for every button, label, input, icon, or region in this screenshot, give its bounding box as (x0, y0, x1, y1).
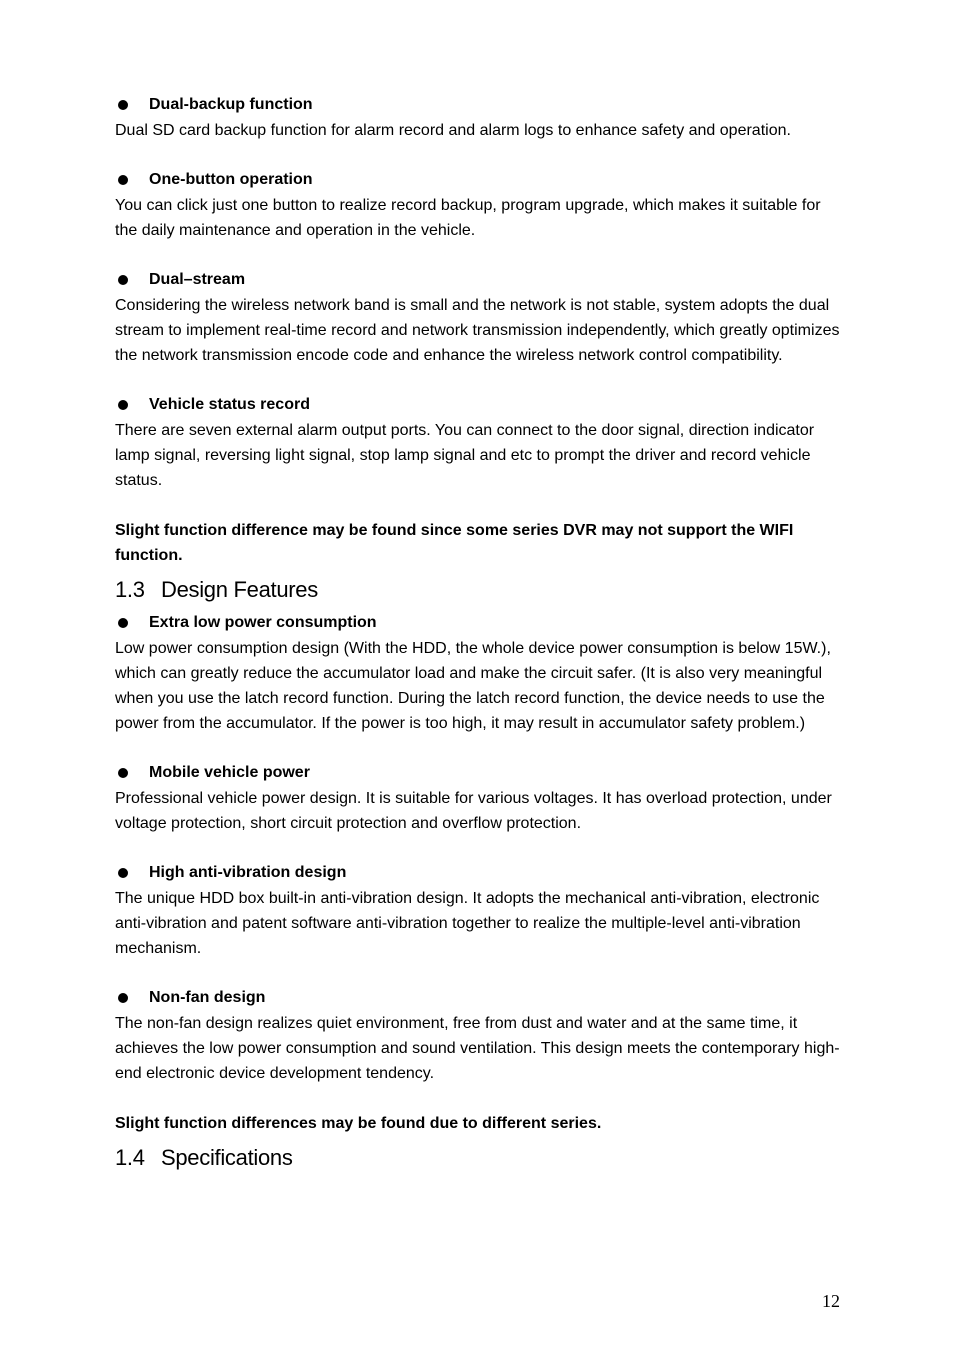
feature-title (115, 393, 840, 417)
feature-title-text: Mobile vehicle power (149, 764, 310, 781)
bullet-icon (118, 400, 128, 410)
feature-title-text: Dual–stream (149, 271, 246, 288)
feature-description: Considering the wireless network band is small and the network is not stable, system adopts the dual stream to implement real-time record and network transmission independently, which greatly optimizes the network transmission encode code and enhance the wireless network control compatibility. (115, 297, 840, 364)
bullet-icon (118, 175, 128, 185)
feature-title-text: Dual-backup function (149, 96, 313, 113)
feature-title-text: High anti-vibration design (149, 864, 347, 881)
feature-low-power (115, 611, 840, 736)
page-number: 12 (822, 1291, 840, 1311)
feature-vehicle-status (115, 393, 840, 493)
bullet-icon (118, 618, 128, 628)
bullet-icon (118, 993, 128, 1003)
feature-title-text: One-button operation (149, 171, 313, 188)
section-heading-design-features (115, 577, 840, 603)
section-number: 1.4 (115, 1145, 145, 1170)
section-title: Design Features (161, 577, 318, 602)
wifi-support-note: Slight function difference may be found since some series DVR may not support the WIFI function. (115, 522, 794, 564)
feature-title (115, 861, 840, 885)
feature-description: There are seven external alarm output ports. You can connect to the door signal, direction indicator lamp signal, reversing light signal, stop lamp signal and etc to prompt the driver and record vehicle status. (115, 422, 815, 489)
feature-one-button (115, 168, 840, 243)
bullet-icon (118, 275, 128, 285)
feature-non-fan (115, 986, 840, 1086)
feature-title-text: Vehicle status record (149, 396, 310, 413)
section-title: Specifications (161, 1145, 293, 1170)
bullet-icon (118, 100, 128, 110)
feature-title-text: Extra low power consumption (149, 614, 377, 631)
feature-description: The unique HDD box built-in anti-vibration design. It adopts the mechanical anti-vibration, electronic anti-vibration and patent software anti-vibration together to realize the multiple-level anti-vibration mechanism. (115, 890, 820, 957)
feature-anti-vibration (115, 861, 840, 961)
feature-description: Dual SD card backup function for alarm record and alarm logs to enhance safety and operation. (115, 122, 791, 139)
feature-dual-stream (115, 268, 840, 368)
series-difference-note: Slight function differences may be found due to different series. (115, 1115, 602, 1132)
feature-vehicle-power (115, 761, 840, 836)
bullet-icon (118, 868, 128, 878)
feature-title (115, 268, 840, 292)
feature-description: Professional vehicle power design. It is suitable for various voltages. It has overload protection, under voltage protection, short circuit protection and overflow protection. (115, 790, 832, 832)
feature-dual-backup (115, 93, 840, 143)
feature-description: Low power consumption design (With the HDD, the whole device power consumption is below 15W.), which can greatly reduce the accumulator load and make the circuit safer. (It is also very meaningful when you use the latch record function. During the latch record function, the device needs to use the power from the accumulator. If the power is too high, it may result in accumulator safety problem.) (115, 640, 831, 732)
section-heading-specifications (115, 1145, 840, 1171)
document-page (115, 93, 840, 1179)
feature-description: The non-fan design realizes quiet environment, free from dust and water and at the same time, it achieves the low power consumption and sound ventilation. This design meets the contemporary high-end electronic device development tendency. (115, 1015, 840, 1082)
bullet-icon (118, 768, 128, 778)
section-number: 1.3 (115, 577, 145, 602)
feature-description: You can click just one button to realize record backup, program upgrade, which makes it suitable for the daily maintenance and operation in the vehicle. (115, 197, 821, 239)
feature-title (115, 611, 840, 635)
feature-title (115, 93, 840, 117)
feature-title (115, 168, 840, 192)
feature-title (115, 761, 840, 785)
feature-title-text: Non-fan design (149, 989, 266, 1006)
feature-title (115, 986, 840, 1010)
